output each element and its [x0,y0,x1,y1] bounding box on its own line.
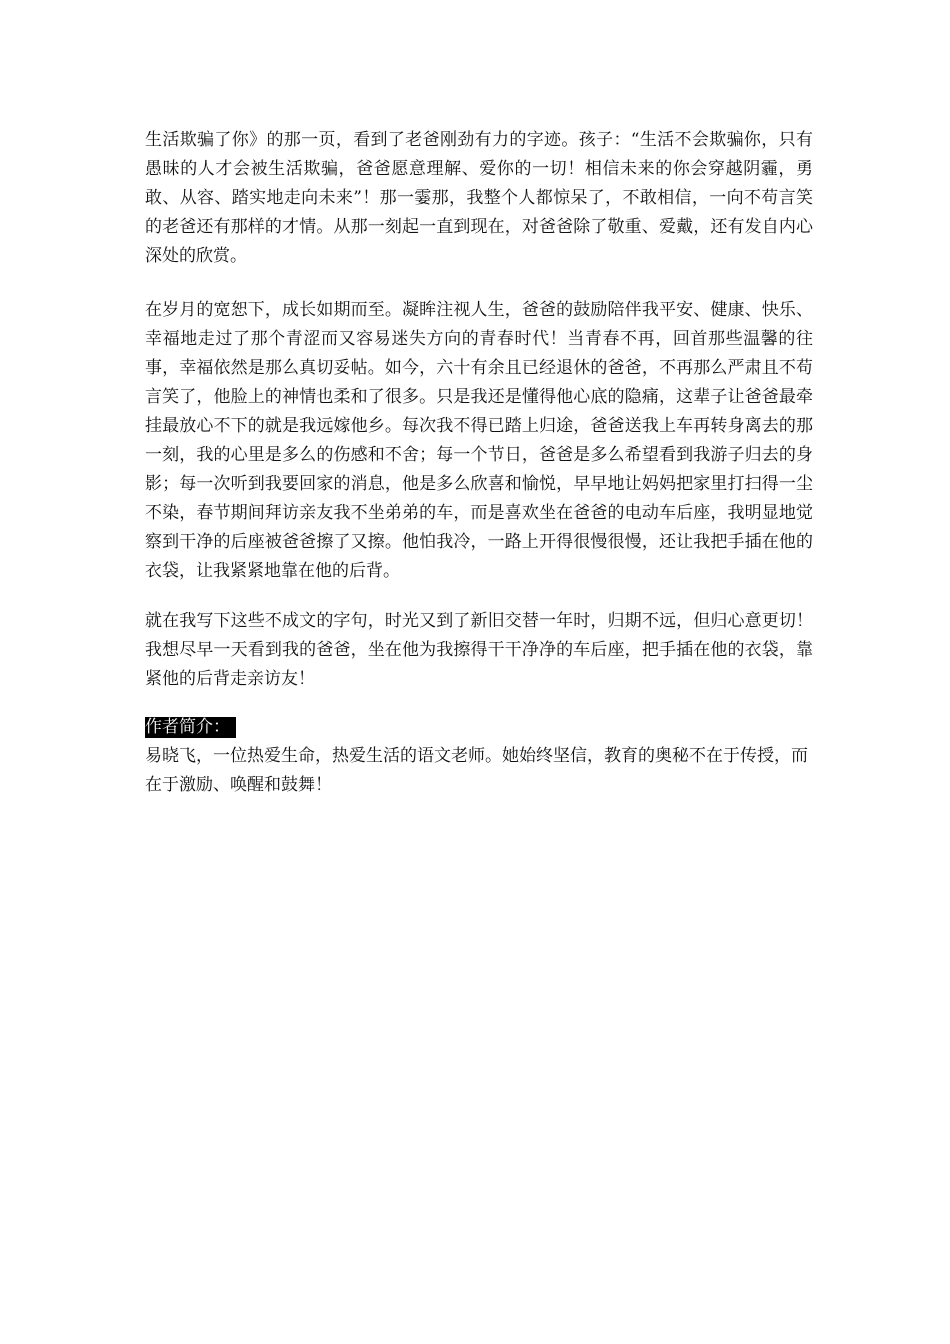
author-bio [145,713,813,800]
paragraph-3: 就在我写下这些不成文的字句，时光又到了新旧交替一年时，归期不远，但归心意更切！我想尽早一天看到我的爸爸，坐在他为我擦得干干净净的车后座，把手插在他的衣袋，靠紧他的后背走亲访友！ [145,611,813,689]
paragraph-1: 生活欺骗了你》的那一页，看到了老爸刚劲有力的字迹。孩子：“生活不会欺骗你，只有愚昧的人才会被生活欺骗，爸爸愿意理解、爱你的一切！相信未来的你会穿越阴霾，勇敢、从容、踏实地走向未来”！那一霎那，我整个人都惊呆了，不敢相信，一向不苟言笑的老爸还有那样的才情。从那一刻起一直到现在，对爸爸除了敬重、爱戴，还有发自内心深处的欣赏。 [145,130,813,266]
paragraph-2: 在岁月的宽恕下，成长如期而至。凝眸注视人生，爸爸的鼓励陪伴我平安、健康、快乐、幸福地走过了那个青涩而又容易迷失方向的青春时代！当青春不再，回首那些温馨的往事，幸福依然是那么真切妥帖。如今，六十有余且已经退休的爸爸，不再那么严肃且不苟言笑了，他脸上的神情也柔和了很多。只是我还是懂得他心底的隐痛，这辈子让爸爸最牵挂最放心不下的就是我远嫁他乡。每次我不得已踏上归途，爸爸送我上车再转身离去的那一刻，我的心里是多么的伤感和不舍；每一个节日，爸爸是多么希望看到我游子归去的身影；每一次听到我要回家的消息，他是多么欣喜和愉悦，早早地让妈妈把家里打扫得一尘不染，春节期间拜访亲友我不坐弟弟的车，而是喜欢坐在爸爸的电动车后座，我明显地觉察到干净的后座被爸爸擦了又擦。他怕我冷，一路上开得很慢很慢，还让我把手插在他的衣袋，让我紧紧地靠在他的后背。 [145,300,813,581]
document-page [145,126,813,800]
author-bio-text: 易晓飞，一位热爱生命，热爱生活的语文老师。她始终坚信，教育的奥秘不在于传授，而在于激励、唤醒和鼓舞！ [145,746,808,795]
author-bio-label: 作者简介： [145,717,236,738]
